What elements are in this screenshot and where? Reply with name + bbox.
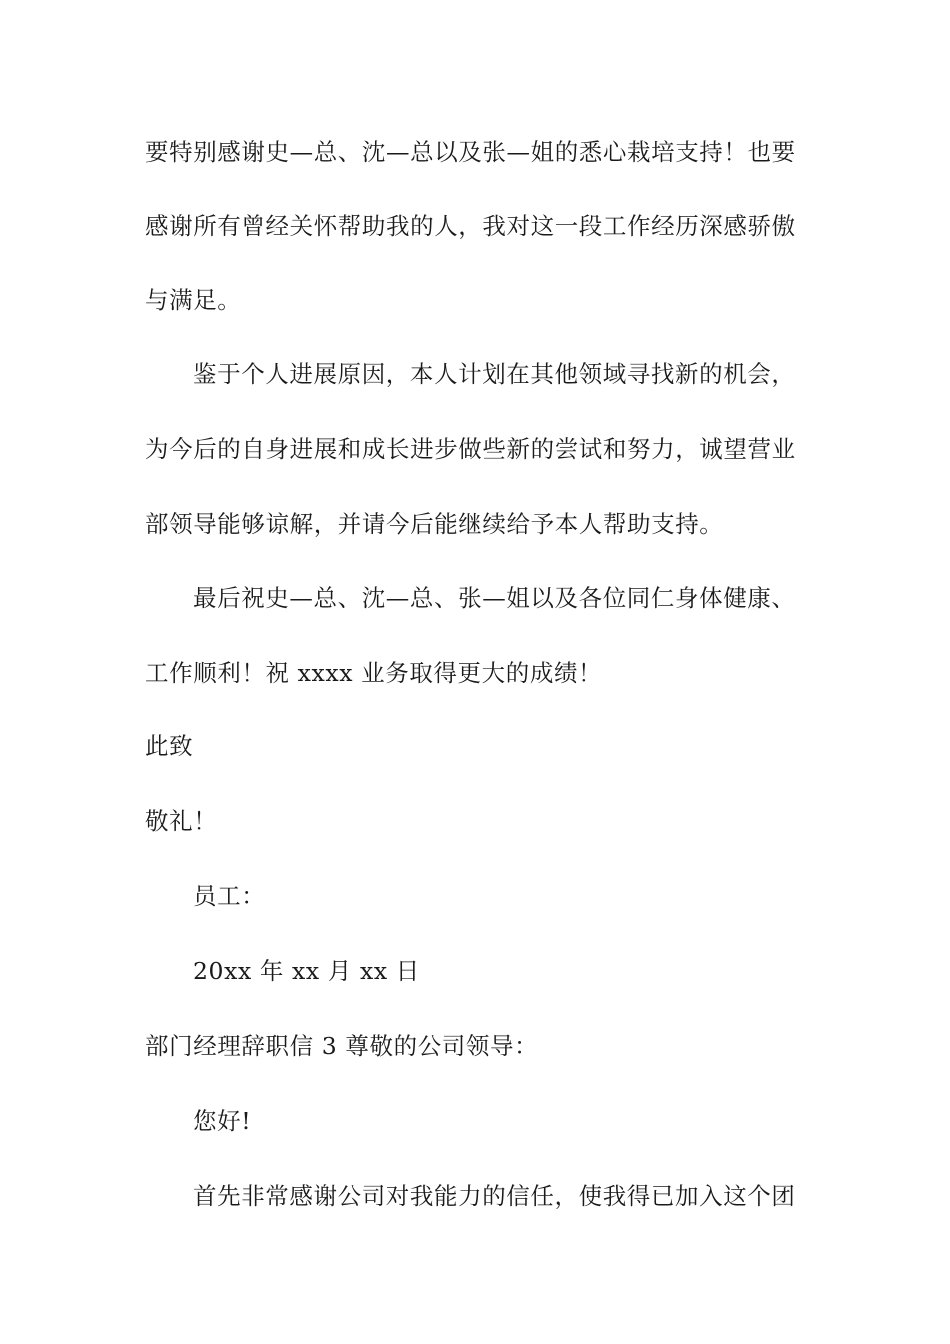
paragraph-line: 为今后的自身进展和成长进步做些新的尝试和努力，诚望营业 [145, 435, 796, 463]
paragraph-line: 工作顺利！祝 xxxx 业务取得更大的成绩！ [145, 659, 603, 687]
paragraph-line: 感谢所有曾经关怀帮助我的人，我对这一段工作经历深感骄傲 [145, 212, 796, 240]
section-heading: 部门经理辞职信 3 尊敬的公司领导： [145, 1032, 539, 1060]
paragraph-line: 要特别感谢史—总、沈—总以及张—姐的悉心栽培支持！也要 [145, 138, 796, 166]
paragraph-line: 首先非常感谢公司对我能力的信任，使我得已加入这个团 [193, 1182, 796, 1210]
date-line: 20xx 年 xx 月 xx 日 [193, 957, 420, 985]
greeting: 您好! [193, 1107, 252, 1135]
paragraph-line: 最后祝史—总、沈—总、张—姐以及各位同仁身体健康、 [193, 584, 796, 612]
closing-regards: 敬礼！ [145, 807, 218, 835]
paragraph-line: 部领导能够谅解，并请今后能继续给予本人帮助支持。 [145, 510, 724, 538]
paragraph-line: 与满足。 [145, 286, 242, 314]
signature-label: 员工： [193, 882, 266, 910]
paragraph-line: 鉴于个人进展原因，本人计划在其他领域寻找新的机会， [193, 360, 796, 388]
closing-salutation: 此致 [145, 732, 194, 760]
